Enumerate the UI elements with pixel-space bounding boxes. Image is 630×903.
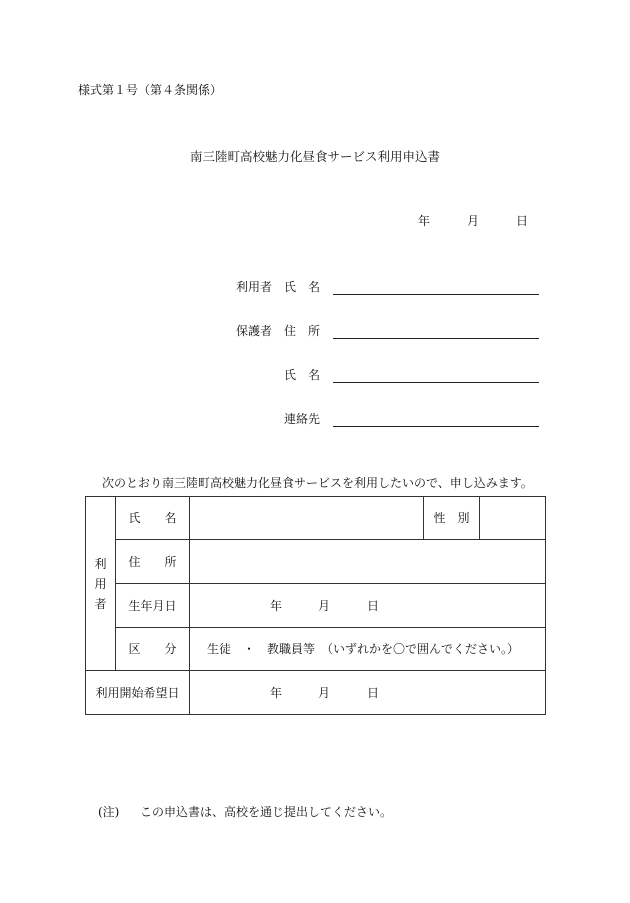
guardian-address-label: 住 所 bbox=[284, 324, 321, 338]
table-category-label: 区 分 bbox=[116, 628, 190, 671]
user-role-label: 利用者 bbox=[236, 280, 273, 294]
birthdate-month-label: 月 bbox=[318, 598, 331, 613]
date-month-label: 月 bbox=[467, 214, 480, 228]
user-section-label bbox=[86, 497, 116, 671]
table-name-label: 氏 名 bbox=[116, 497, 190, 540]
user-section-char: 者 bbox=[94, 596, 107, 611]
guardian-name-label: 氏 名 bbox=[284, 368, 321, 382]
table-start-date-cell[interactable] bbox=[190, 671, 546, 715]
table-gender-cell[interactable] bbox=[480, 497, 546, 540]
date-day-label: 日 bbox=[516, 214, 529, 228]
date-year-label: 年 bbox=[418, 214, 431, 228]
form-number: 様式第１号（第４条関係） bbox=[78, 83, 223, 97]
table-birthdate-cell[interactable] bbox=[190, 584, 546, 628]
contact-field[interactable] bbox=[333, 426, 539, 427]
guardian-role-label: 保護者 bbox=[236, 324, 273, 338]
table-category-options[interactable]: 生徒 ・ 教職員等 （いずれかを〇で囲んでください。） bbox=[190, 628, 546, 671]
page-title: 南三陸町高校魅力化昼食サービス利用申込書 bbox=[189, 149, 440, 164]
user-section-char: 利 bbox=[94, 556, 107, 571]
user-name-label: 氏 名 bbox=[284, 280, 321, 294]
user-info-table bbox=[85, 496, 546, 715]
start-day-label: 日 bbox=[367, 685, 380, 700]
start-year-label: 年 bbox=[270, 685, 283, 700]
note-label: (注) bbox=[98, 805, 120, 819]
user-name-field[interactable] bbox=[333, 294, 539, 295]
start-month-label: 月 bbox=[318, 685, 331, 700]
birthdate-day-label: 日 bbox=[367, 598, 380, 613]
user-section-char: 用 bbox=[94, 576, 107, 591]
note-text: この申込書は、高校を通じ提出してください。 bbox=[140, 805, 393, 819]
table-name-cell[interactable] bbox=[190, 497, 424, 540]
table-birthdate-label: 生年月日 bbox=[116, 584, 190, 628]
birthdate-year-label: 年 bbox=[270, 598, 283, 613]
intro-text: 次のとおり南三陸町高校魅力化昼食サービスを利用したいので、申し込みます。 bbox=[102, 476, 533, 490]
table-address-label: 住 所 bbox=[116, 540, 190, 584]
table-gender-label: 性 別 bbox=[424, 497, 480, 540]
table-address-cell[interactable] bbox=[190, 540, 546, 584]
guardian-name-field[interactable] bbox=[333, 382, 539, 383]
guardian-address-field[interactable] bbox=[333, 338, 539, 339]
contact-label: 連絡先 bbox=[284, 412, 321, 426]
table-start-date-label: 利用開始希望日 bbox=[86, 671, 190, 715]
